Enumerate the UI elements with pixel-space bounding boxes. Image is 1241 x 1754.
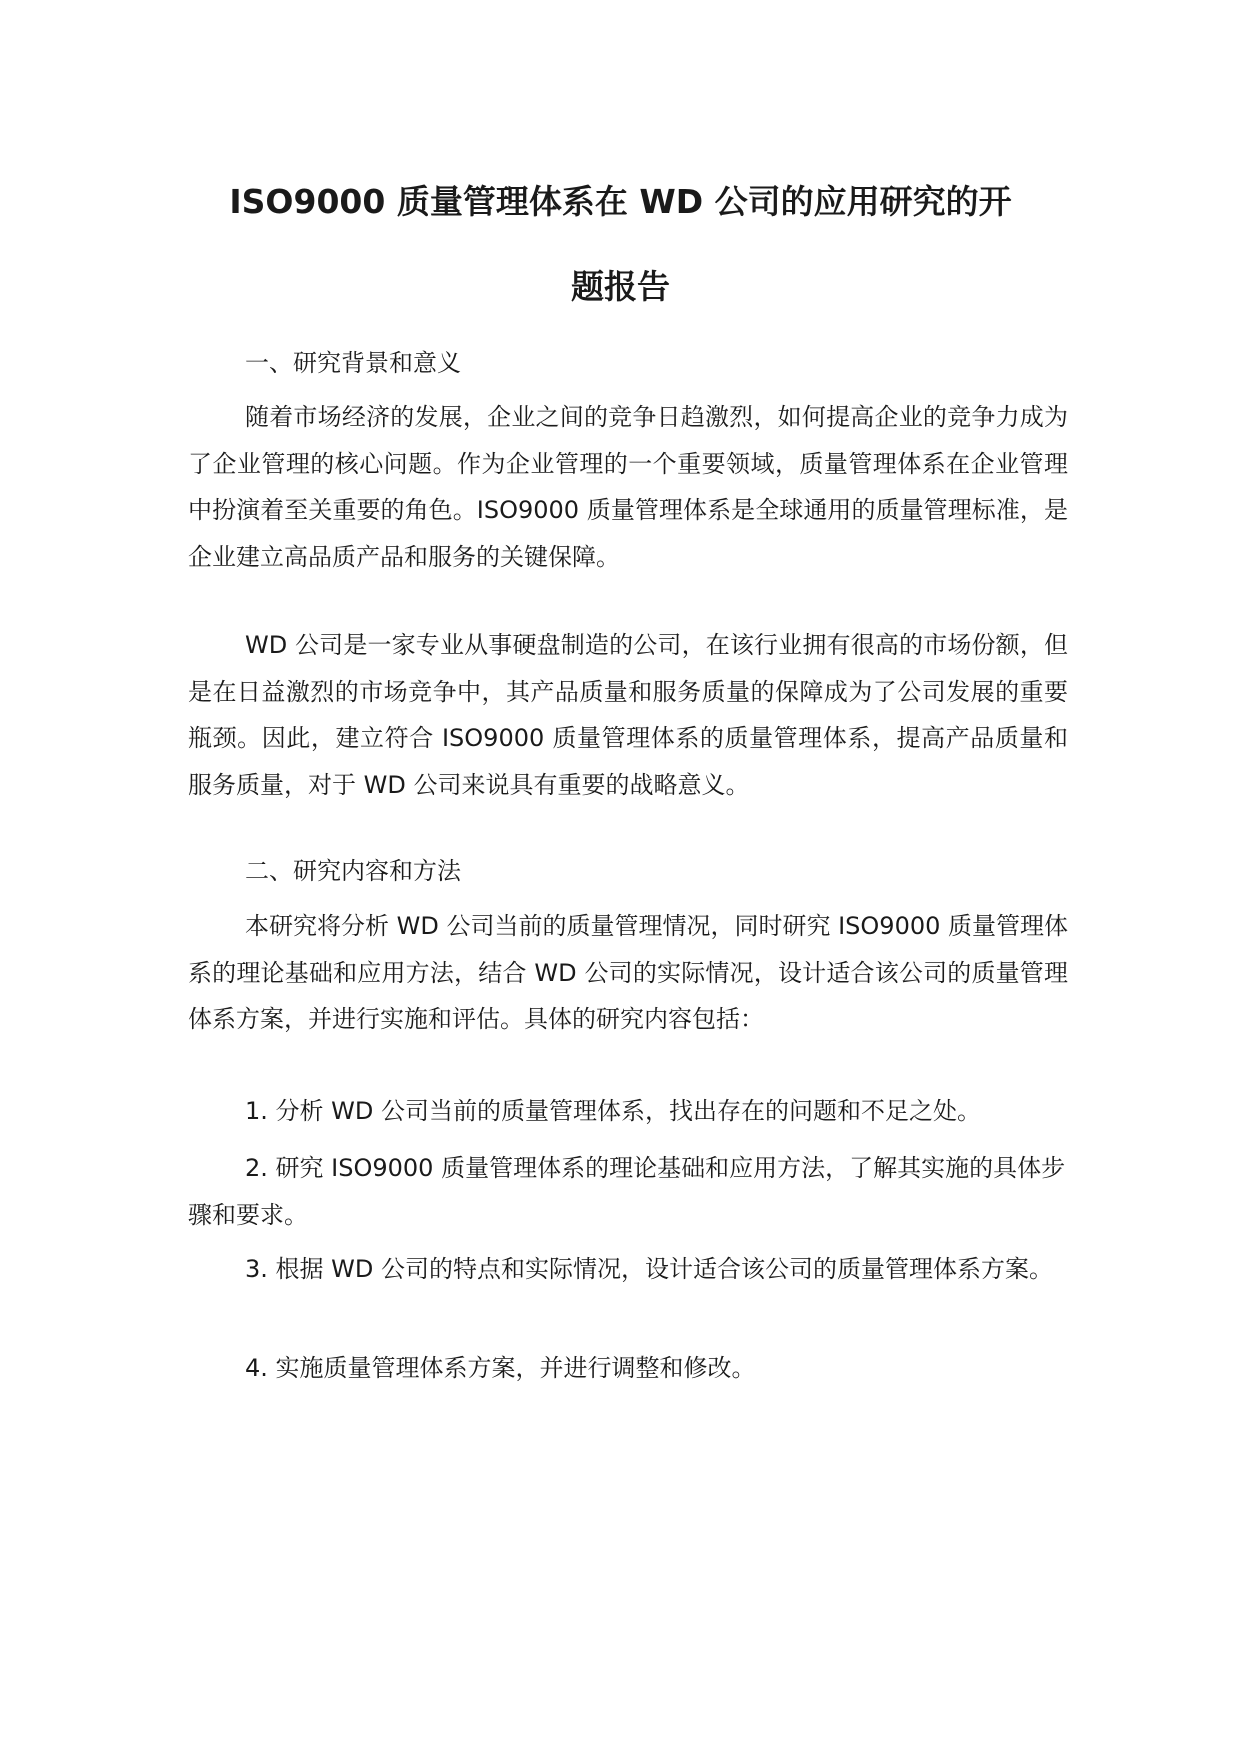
list-item-3: 3. 根据 WD 公司的特点和实际情况，设计适合该公司的质量管理体系方案。 (245, 1255, 1053, 1283)
paragraph-background: 随着市场经济的发展，企业之间的竞争日趋激烈，如何提高企业的竞争力成为了企业管理的核心问题。作为企业管理的一个重要领域，质量管理体系在企业管理中扮演着至关重要的角色。ISO9000 质量管理体系是全球通用的质量管理标准，是企业建立高品质产品和服务的关键保障。 (188, 403, 1068, 571)
paragraph-research-content: 本研究将分析 WD 公司当前的质量管理情况，同时研究 ISO9000 质量管理体系的理论基础和应用方法，结合 WD 公司的实际情况，设计适合该公司的质量管理体系方案，并进行实施和评估。具体的研究内容包括： (188, 912, 1069, 1033)
list-item-2: 2. 研究 ISO9000 质量管理体系的理论基础和应用方法，了解其实施的具体步骤和要求。 (188, 1154, 1066, 1229)
document-title-line2: 题报告 (571, 267, 670, 306)
section2-heading: 二、研究内容和方法 (245, 857, 461, 885)
list-item-1: 1. 分析 WD 公司当前的质量管理体系，找出存在的问题和不足之处。 (245, 1097, 981, 1125)
paragraph-company: WD 公司是一家专业从事硬盘制造的公司，在该行业拥有很高的市场份额，但是在日益激烈的市场竞争中，其产品质量和服务质量的保障成为了公司发展的重要瓶颈。因此，建立符合 ISO9000 质量管理体系的质量管理体系，提高产品质量和服务质量，对于 WD 公司来说具有重要的战略意义。 (188, 631, 1068, 799)
document-title-line1: ISO9000 质量管理体系在 WD 公司的应用研究的开 (229, 182, 1012, 221)
list-item-4: 4. 实施质量管理体系方案，并进行调整和修改。 (245, 1354, 756, 1382)
section1-heading: 一、研究背景和意义 (245, 349, 461, 377)
